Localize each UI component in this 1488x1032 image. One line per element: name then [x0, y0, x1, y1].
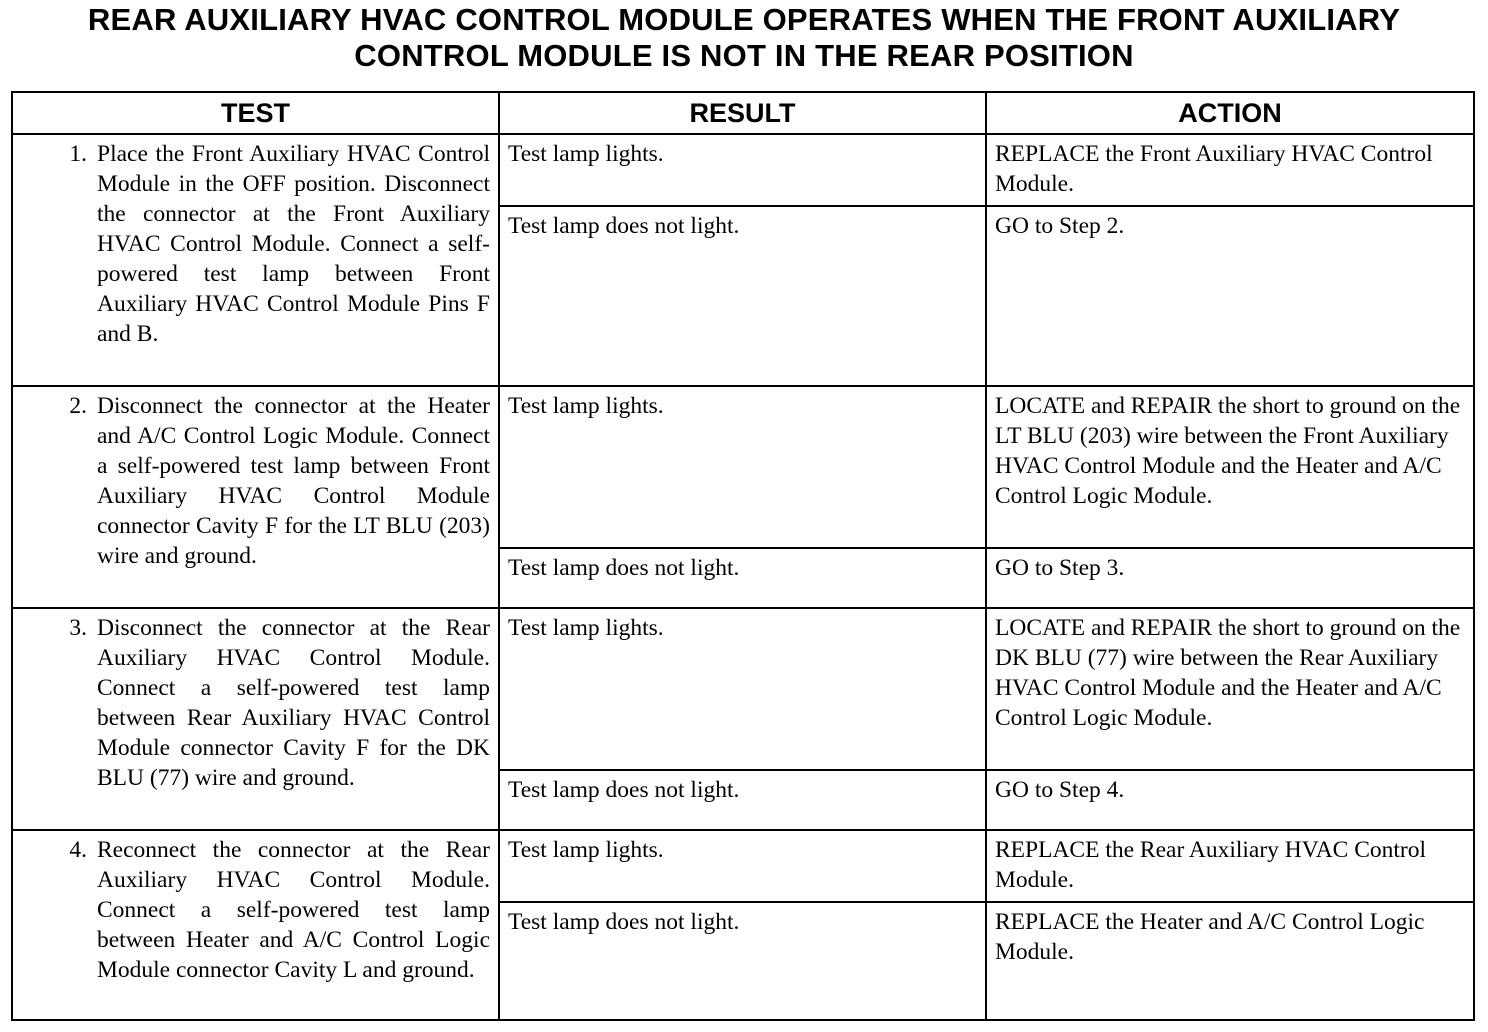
- test-instruction: Disconnect the connector at the Rear Auxiliary HVAC Control Module. Connect a self-powered test lamp between Rear Auxiliary HVAC Control Module connector Cavity F for the DK BLU (77) wire and ground.: [97, 615, 490, 791]
- action-cell: REPLACE the Front Auxiliary HVAC Control Module.: [986, 134, 1474, 206]
- action-cell: REPLACE the Rear Auxiliary HVAC Control Module.: [986, 830, 1474, 902]
- test-instruction: Reconnect the connector at the Rear Auxiliary HVAC Control Module. Connect a self-powered test lamp between Heater and A/C Control Logic Module connector Cavity L and ground.: [97, 837, 490, 983]
- test-cell-step-1: [12, 134, 499, 386]
- result-cell: Test lamp does not light.: [499, 902, 986, 1020]
- test-instruction: Disconnect the connector at the Heater and A/C Control Logic Module. Connect a self-powered test lamp between Front Auxiliary HVAC Control Module connector Cavity F for the LT BLU (203) wire and ground.: [97, 393, 490, 569]
- result-cell: Test lamp lights.: [499, 830, 986, 902]
- result-cell: Test lamp lights.: [499, 386, 986, 548]
- header-row: [12, 92, 1474, 134]
- test-cell-step-4: [12, 830, 499, 1020]
- header-action: ACTION: [986, 92, 1474, 134]
- page-title: [0, 2, 1488, 74]
- table-row: [12, 134, 1474, 206]
- table-row: [12, 608, 1474, 770]
- step-number: 3.: [69, 615, 87, 641]
- test-instruction: Place the Front Auxiliary HVAC Control Module in the OFF position. Disconnect the connector at the Front Auxiliary HVAC Control Module. Connect a self-powered test lamp between Front Auxiliary HVAC Control Module Pins F and B.: [97, 141, 490, 347]
- result-cell: Test lamp does not light.: [499, 770, 986, 830]
- test-cell-step-3: [12, 608, 499, 830]
- action-cell: LOCATE and REPAIR the short to ground on the DK BLU (77) wire between the Rear Auxiliary HVAC Control Module and the Heater and A/C Control Logic Module.: [986, 608, 1474, 770]
- action-cell: GO to Step 2.: [986, 206, 1474, 386]
- table-row: [12, 386, 1474, 548]
- header-result: RESULT: [499, 92, 986, 134]
- result-cell: Test lamp lights.: [499, 608, 986, 770]
- title-line-2: CONTROL MODULE IS NOT IN THE REAR POSITION: [354, 38, 1134, 73]
- table-row: [12, 830, 1474, 902]
- action-cell: REPLACE the Heater and A/C Control Logic Module.: [986, 902, 1474, 1020]
- action-cell: GO to Step 3.: [986, 548, 1474, 608]
- title-line-1: REAR AUXILIARY HVAC CONTROL MODULE OPERATES WHEN THE FRONT AUXILIARY: [87, 2, 1401, 37]
- step-number: 2.: [69, 393, 87, 419]
- result-cell: Test lamp does not light.: [499, 206, 986, 386]
- action-cell: GO to Step 4.: [986, 770, 1474, 830]
- test-cell-step-2: [12, 386, 499, 608]
- result-cell: Test lamp lights.: [499, 134, 986, 206]
- header-test: TEST: [12, 92, 499, 134]
- step-number: 1.: [69, 141, 87, 167]
- result-cell: Test lamp does not light.: [499, 548, 986, 608]
- action-cell: LOCATE and REPAIR the short to ground on the LT BLU (203) wire between the Front Auxiliary HVAC Control Module and the Heater and A/C Control Logic Module.: [986, 386, 1474, 548]
- step-number: 4.: [69, 837, 87, 863]
- diagnostic-table: [11, 91, 1475, 1021]
